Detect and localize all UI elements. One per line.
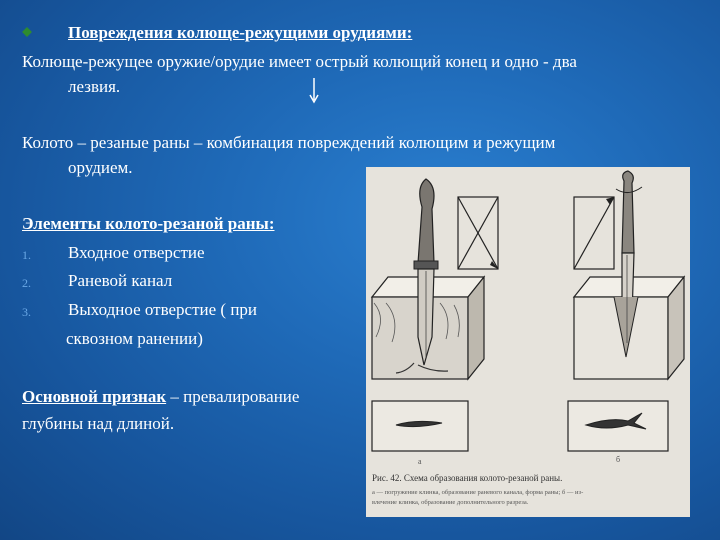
down-arrow-icon [308, 78, 320, 104]
figure-caption-line2: влечение клинка, образование дополнительного разреза. [372, 499, 529, 506]
main-sign-label: Основной признак [22, 387, 167, 406]
figure-label-b: б [616, 455, 621, 464]
figure-caption-title: Рис. 42. Схема образования колото-резаной раны. [372, 473, 563, 483]
stab-cut-line1: Колото – резаные раны – комбинация повреждений колющим и режущим [22, 133, 556, 152]
list-number: 2. [22, 276, 31, 290]
definition-line2: лезвия. [68, 77, 121, 96]
figure-label-a: а [418, 457, 422, 466]
slide-heading: Повреждения колюще-режущими орудиями: [68, 23, 413, 42]
list-item: Входное отверстие [68, 243, 205, 262]
figure-caption-line1: а — погружение клинка, образование раневого канала, форма раны; б — из- [372, 489, 584, 496]
list-number: 1. [22, 248, 31, 262]
bullet-diamond-icon [22, 27, 32, 37]
main-sign-line2: глубины над длиной. [22, 414, 175, 433]
definition-line1: Колюще-режущее оружие/орудие имеет острый колющий конец и одно - два [22, 52, 577, 71]
figure-drawing [366, 167, 690, 517]
stab-cut-line2: орудием. [68, 158, 133, 177]
main-sign-rest: – превалирование [166, 387, 300, 406]
main-sign-line1 [22, 386, 299, 408]
elements-heading: Элементы колото-резаной раны: [22, 214, 275, 233]
wound-formation-figure [366, 167, 690, 517]
list-item: Выходное отверстие ( при [68, 300, 258, 319]
list-number: 3. [22, 305, 31, 319]
list-item: Раневой канал [68, 271, 173, 290]
list-item-continuation: сквозном ранении) [66, 329, 203, 348]
